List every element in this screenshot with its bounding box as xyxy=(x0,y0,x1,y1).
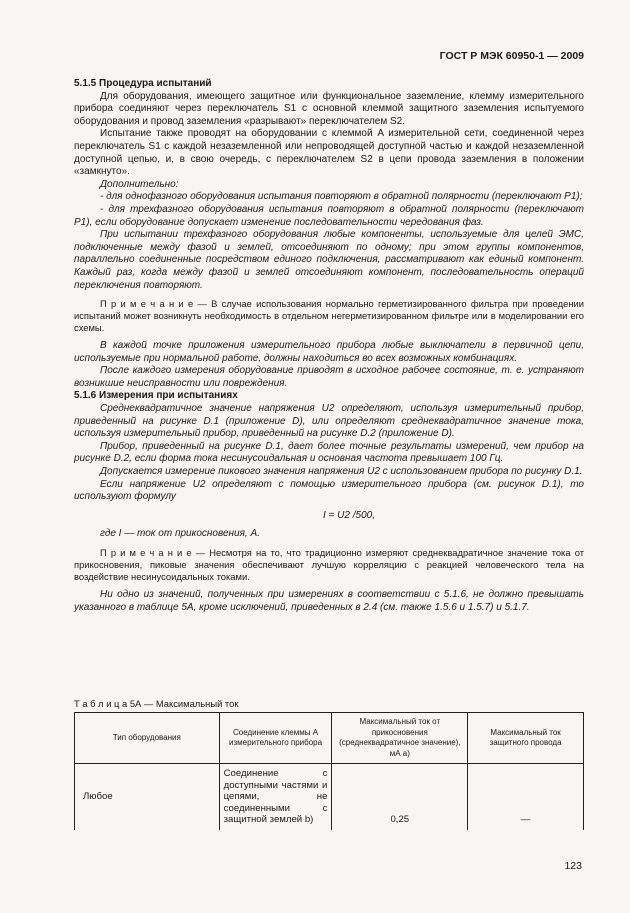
paragraph: Прибор, приведенный на рисунке D.1, дает более точные результаты измерений, чем прибор на рисунке D.2, если форма тока несинусоидальная и основная частота превышает 100 Гц. xyxy=(74,440,584,465)
max-current-table xyxy=(74,712,584,830)
paragraph: Испытание также проводят на оборудовании с клеммой A измерительной сети, соединенной через переключатель S1 с каждой незаземленной или непроводящей доступной частью и каждой незаземленной доступной цепью, и, в свою очередь, с переключателем S2 в цепи провода заземления в положении «замкнуто». xyxy=(74,128,584,178)
paragraph: - для однофазного оборудования испытания повторяют в обратной полярности (переключают P1); xyxy=(100,191,583,203)
table-cell: — xyxy=(468,764,584,830)
table-header-row xyxy=(75,713,584,764)
table-header-cell: Тип оборудования xyxy=(75,713,220,764)
table-header-cell: Максимальный ток от прикосновения (среднеквадратичное значение), мА a) xyxy=(332,713,468,764)
table-header-cell: Максимальный ток защитного провода xyxy=(468,713,584,764)
note: П р и м е ч а н и е — Несмотря на то, что традиционно измеряют среднеквадратичное значение тока от прикосновения, пиковые значения обеспечивают лучшую корреляцию с реакцией человеческого тела на воздействие несинусоидальных токами. xyxy=(74,547,584,582)
paragraph: Ни одно из значений, полученных при измерениях в соответствии с 5.1.6, не должно превышать указанного в таблице 5А, кроме исключений, приведенных в 2.4 (см. также 1.5.6 и 1.5.7) и 5.1.7. xyxy=(74,589,584,613)
paragraph: Если напряжение U2 определяют с помощью измерительного прибора (см. рисунок D.1), то используют формулу xyxy=(74,478,584,503)
section-heading-515: 5.1.5 Процедура испытаний xyxy=(74,78,212,89)
table-title: Т а б л и ц а 5А — Максимальный ток xyxy=(74,698,239,709)
table-cell: Любое xyxy=(75,764,220,830)
paragraph: После каждого измерения оборудование приводят в исходное рабочее состояние, т. е. устраняют возникшие неисправности или повреждения. xyxy=(74,365,584,389)
paragraph: В каждой точке приложения измерительного прибора любые выключатели в первичной цепи, используемые при нормальной работе, должны находиться во всех возможных комбинациях. xyxy=(74,340,584,364)
page-number: 123 xyxy=(564,860,582,872)
table-cell: 0,25 xyxy=(332,764,468,830)
paragraph: Допускается измерение пикового значения напряжения U2 с использованием прибора по рисунку D.1. xyxy=(100,466,583,478)
section-heading-516: 5.1.6 Измерения при испытаниях xyxy=(74,390,238,402)
document-header: ГОСТ Р МЭК 60950-1 — 2009 xyxy=(439,50,584,62)
note: П р и м е ч а н и е — В случае использования нормально герметизированного фильтра при проведении испытаний может возникнуть необходимость в отдельном негерметизированном фильтре или в моделировании его схемы. xyxy=(74,298,584,334)
table-cell: Соединение с доступными частями и цепями, не соединенными с защитной землей b) xyxy=(219,764,332,830)
paragraph: Среднеквадратичное значение напряжения U2 определяют, используя измерительный прибор, приведенный на рисунке D.1 (приложение D), или определяют среднеквадратичное значение тока, используя измерительный прибор, приведенный на рисунке D.2 (приложение D). xyxy=(74,403,584,440)
paragraph: Для оборудования, имеющего защитное или функциональное заземление, клемму измерительного прибора соединяют через переключатель S1 с основной клеммой защитного заземления испытуемого оборудования и провод заземления «разрывают» переключателем S2. xyxy=(74,90,584,127)
paragraph: При испытании трехфазного оборудования любые компоненты, используемые для целей ЭМС, подключенные между фазой и землей, отсоединяют по одному; при этом группы компонентов, параллельно соединенные посредством единого подключения, рассматривают как единый компонент. Каждый раз, когда между фазой и землей отсоединяют компонент, последовательность операций переключения повторяют. xyxy=(74,229,584,291)
paragraph: где I — ток от прикосновения, А. xyxy=(100,528,260,540)
paragraph: - для трехфазного оборудования испытания повторяют в обратной полярности (переключают P1), если оборудование допускает изменение последовательности чередования фаз. xyxy=(74,203,584,228)
paragraph: Дополнительно: xyxy=(100,178,179,190)
document-body xyxy=(74,78,584,614)
table-header-cell: Соединение клеммы A измерительного прибора xyxy=(219,713,332,764)
table-row xyxy=(75,764,584,830)
formula: I = U2 /500, xyxy=(323,509,375,521)
